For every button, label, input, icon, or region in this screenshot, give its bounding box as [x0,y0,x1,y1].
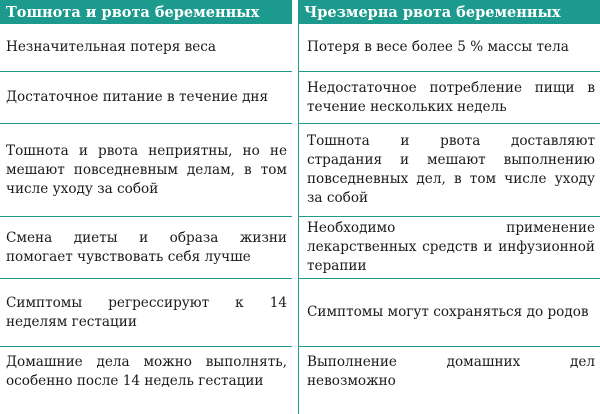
table-row [0,24,600,72]
table-row [0,124,600,217]
cell-left: Симптомы регрессируют к 14 неделям гестации [0,279,292,346]
cell-right: Тошнота и рвота доставляют страдания и мешают выполнению повседневных дел, в том числе уходу за собой [298,124,600,217]
cell-right: Симптомы могут сохраняться до родов [298,279,600,346]
table-row [0,347,600,414]
cell-right: Выполнение домашних дел невозможно [298,347,600,414]
cell-left: Достаточное питание в течение дня [0,72,292,124]
cell-right: Недостаточное потребление пищи в течение нескольких недель [298,72,600,124]
table-row [0,279,600,346]
header-hyperemesis: Чрезмерна рвота беременных [298,0,600,24]
cell-right: Необходимо применение лекарственных средств и инфузионной терапии [298,217,600,279]
header-row [0,0,600,24]
table-row [0,217,600,279]
cell-left: Смена диеты и образа жизни помогает чувствовать себя лучше [0,217,292,279]
cell-left: Тошнота и рвота неприятны, но не мешают повседневным делам, в том числе уходу за собой [0,124,292,217]
cell-right: Потеря в весе более 5 % массы тела [298,24,600,72]
header-nausea-vomiting: Тошнота и рвота беременных [0,0,292,24]
cell-left: Незначительная потеря веса [0,24,292,72]
table-row [0,72,600,124]
cell-left: Домашние дела можно выполнять, особенно после 14 недель гестации [0,347,292,414]
